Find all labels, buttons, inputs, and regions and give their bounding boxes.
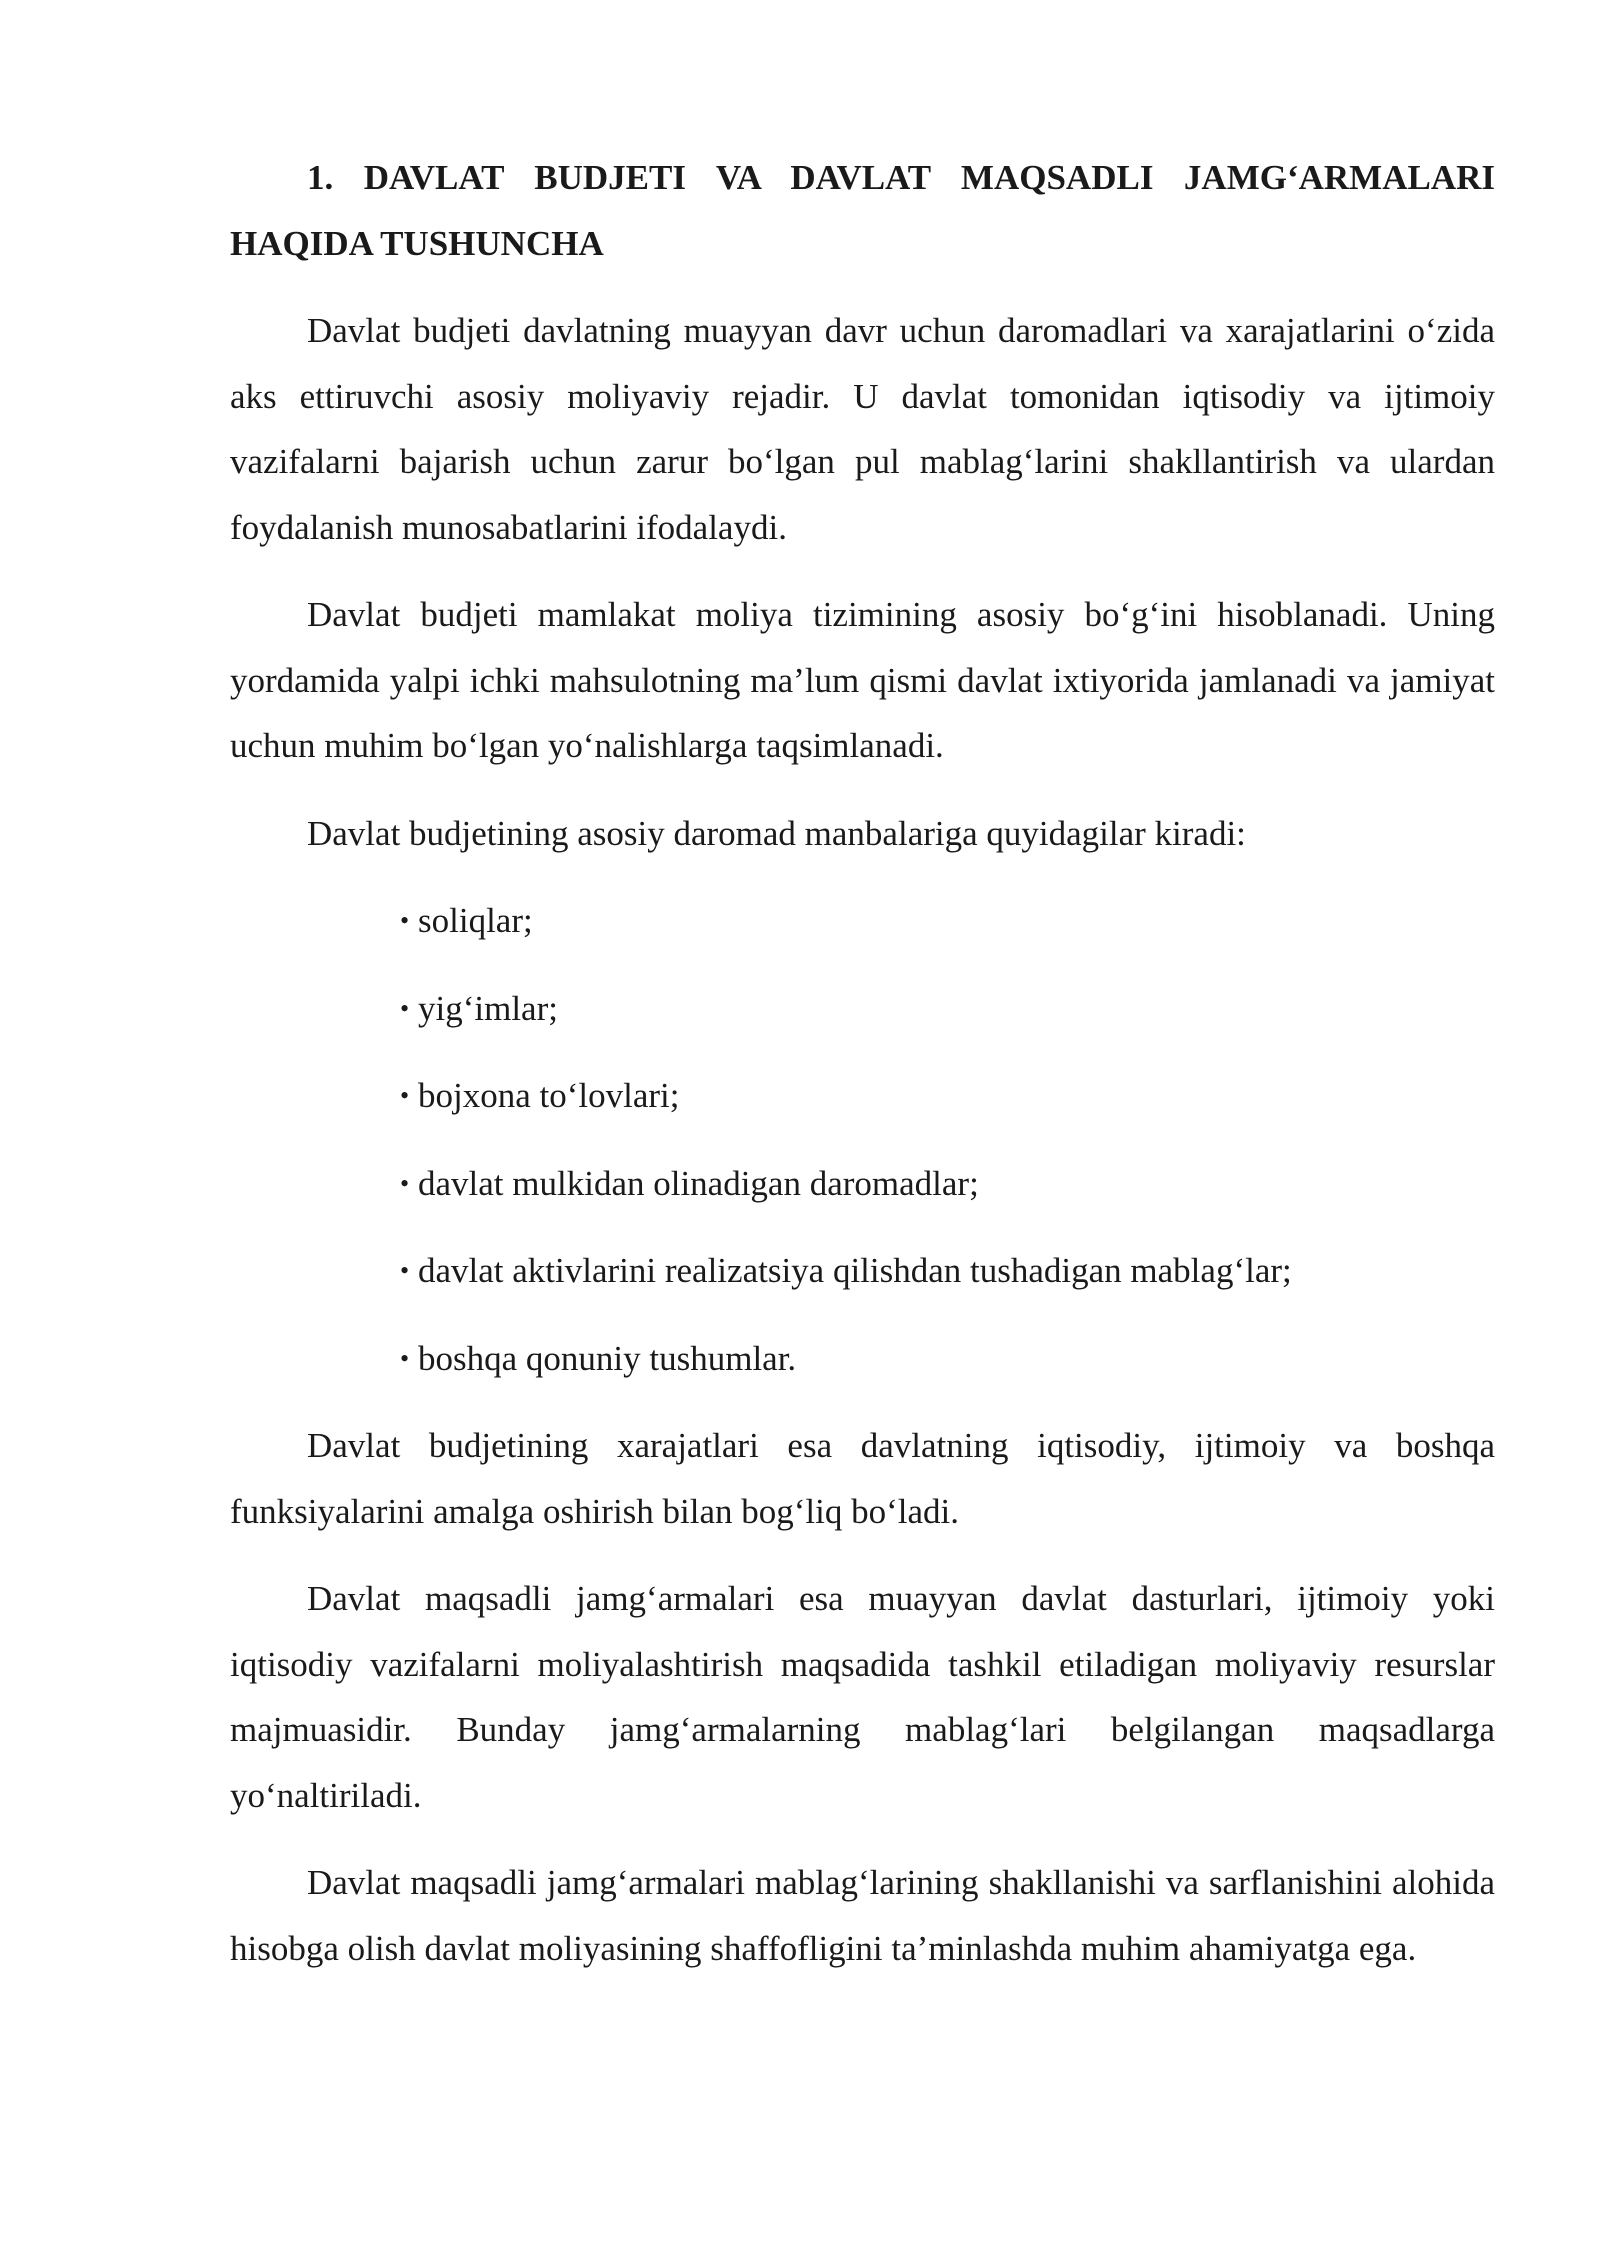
list-item bbox=[400, 1238, 1495, 1304]
list-item bbox=[400, 1326, 1495, 1392]
paragraph: Davlat budjeti mamlakat moliya tizimining asosiy bo‘g‘ini hisoblanadi. Uning yordamida yalpi ichki mahsulotning ma’lum qismi davlat ixtiyorida jamlanadi va jamiyat uchun muhim bo‘lgan yo‘nalishlarga taqsimlanadi. bbox=[230, 595, 1495, 765]
paragraph: Davlat budjetining asosiy daromad manbalariga quyidagilar kiradi: bbox=[307, 813, 1246, 853]
list-item bbox=[400, 888, 1495, 954]
bullet-icon: • bbox=[400, 993, 410, 1023]
bullet-icon: • bbox=[400, 1343, 410, 1373]
list-item bbox=[400, 976, 1495, 1042]
document-page bbox=[230, 145, 1495, 1981]
section-heading: 1. DAVLAT BUDJETI VA DAVLAT MAQSADLI JAMG‘ARMALARI HAQIDA TUSHUNCHA bbox=[230, 158, 1495, 263]
paragraph: Davlat budjeti davlatning muayyan davr uchun daromadlari va xarajatlarini o‘zida aks ettiruvchi asosiy moliyaviy rejadir. U davlat tomonidan iqtisodiy va ijtimoiy vazifalarni bajarish uchun zarur bo‘lgan pul mablag‘larini shakllantirish va ulardan foydalanish munosabatlarini ifodalaydi. bbox=[230, 311, 1495, 547]
bullet-icon: • bbox=[400, 1256, 410, 1285]
list-item-text: soliqlar; bbox=[418, 901, 533, 940]
list-item-text: davlat mulkidan olinadigan daromadlar; bbox=[418, 1163, 979, 1203]
paragraph: Davlat budjetining xarajatlari esa davlatning iqtisodiy, ijtimoiy va boshqa funksiyalarini amalga oshirish bilan bog‘liq bo‘ladi. bbox=[230, 1426, 1495, 1531]
income-sources-list bbox=[230, 888, 1495, 1391]
list-item bbox=[400, 1063, 1495, 1129]
paragraph: Davlat maqsadli jamg‘armalari mablag‘larining shakllanishi va sarflanishini alohida hisobga olish davlat moliyasining shaffofligini ta’minlashda muhim ahamiyatga ega. bbox=[230, 1863, 1495, 1968]
bullet-icon: • bbox=[400, 1081, 410, 1110]
list-item-text: yig‘imlar; bbox=[418, 988, 558, 1028]
bullet-icon: • bbox=[400, 1168, 410, 1198]
list-item-text: bojxona to‘lovlari; bbox=[418, 1076, 680, 1115]
list-item bbox=[400, 1151, 1495, 1217]
list-item-text: davlat aktivlarini realizatsiya qilishdan tushadigan mablag‘lar; bbox=[418, 1251, 1292, 1290]
bullet-icon: • bbox=[400, 906, 410, 935]
paragraph: Davlat maqsadli jamg‘armalari esa muayyan davlat dasturlari, ijtimoiy yoki iqtisodiy vazifalarni moliyalashtirish maqsadida tashkil etiladigan moliyaviy resurslar majmuasidir. Bunday jamg‘armalarning mablag‘lari belgilangan maqsadlarga yo‘naltiriladi. bbox=[230, 1579, 1495, 1815]
list-item-text: boshqa qonuniy tushumlar. bbox=[418, 1338, 797, 1378]
